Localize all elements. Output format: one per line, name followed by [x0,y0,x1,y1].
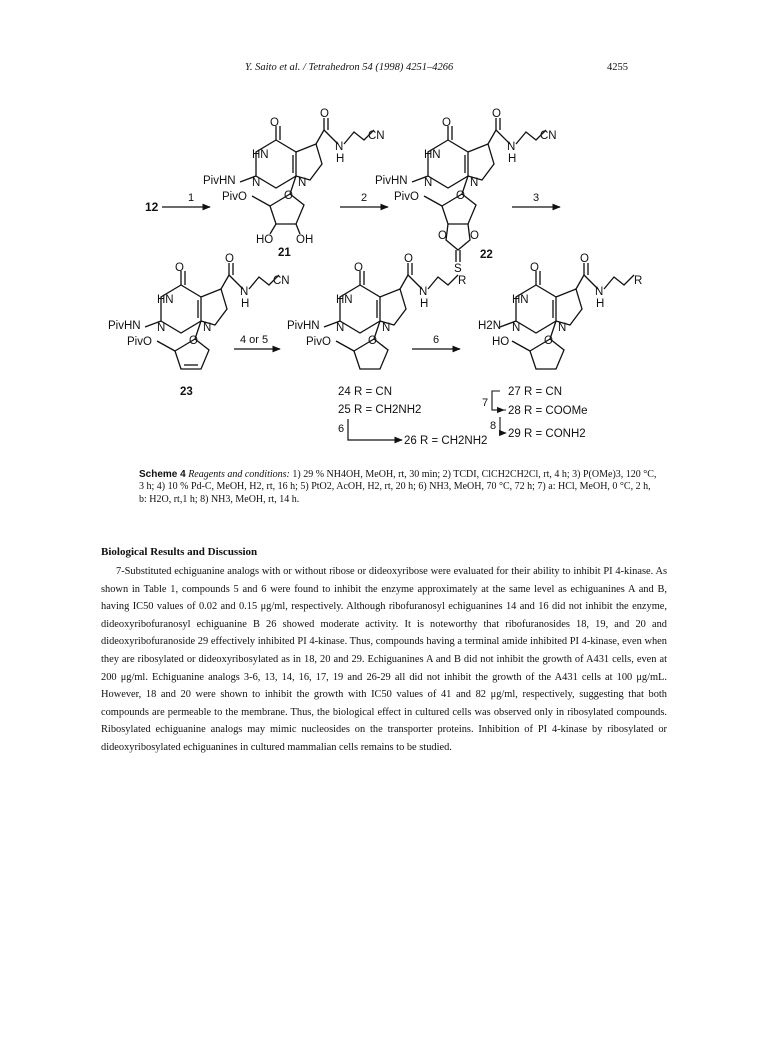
scheme-conditions-label: Reagents and conditions: [188,469,290,480]
atom-label: O [284,190,293,202]
atom-label: N [419,286,428,298]
atom-label: CN [368,130,385,142]
atom-label: O [544,335,553,347]
reaction-arrow-6b [348,419,402,440]
atom-label: N [298,177,307,189]
atom-label: PivO [306,336,331,348]
atom-label: O [189,335,198,347]
atom-label: H [420,298,429,310]
atom-label: H [508,153,517,165]
compound-label-24: 24 R = CN [338,386,393,398]
atom-label: O [354,262,363,274]
atom-label: N [424,177,433,189]
compound-number-23: 23 [180,386,193,398]
scheme-conditions-text: 1) 29 % NH4OH, MeOH, rt, 30 min; 2) TCDI, ClCH2CH2Cl, rt, 4 h; 3) P(OMe)3, 120 °C, 3 h; 4) 10 % Pd-C, MeOH, H2, rt, 16 h; 5) PtO2, AcOH, H2, rt, 20 h; 6) NH3, MeOH, 70 °C, 72 h; 7) a: HCl, MeOH, 0 °C, 2 h, b: H2O, rt,1 h; 8) NH3, MeOH, rt, 14 h. [139,469,657,505]
atom-label: PivO [394,191,419,203]
atom-label: HO [256,234,274,246]
atom-label: H [596,298,605,310]
atom-label: O [470,230,479,242]
step-label-3: 3 [533,192,540,204]
page-number: 4255 [607,62,628,73]
compound-number-12: 12 [145,200,159,214]
atom-label: PivHN [203,175,236,187]
atom-label: O [270,117,279,129]
atom-label: R [634,275,643,287]
atom-label: PivHN [108,320,141,332]
structure-22-labels [375,108,557,275]
atom-label: HN [157,294,174,306]
atom-label: N [240,286,249,298]
compound-label-27: 27 R = CN [508,386,563,398]
structure-21 [240,118,374,234]
step-label-4-or-5: 4 or 5 [240,334,269,346]
atom-label: CN [540,130,557,142]
reaction-arrow-8 [500,417,506,433]
step-label-7: 7 [482,397,489,409]
atom-label: O [492,108,501,120]
atom-label: CN [273,275,290,287]
atom-label: N [335,141,344,153]
section-heading: Biological Results and Discussion [101,546,258,558]
atom-label: H [336,153,345,165]
atom-label: N [512,322,521,334]
atom-label: H2N [478,320,502,332]
atom-label: H [241,298,250,310]
scheme-caption [139,469,659,506]
atom-label: N [157,322,166,334]
atom-label: HN [336,294,353,306]
atom-label: R [458,275,467,287]
bracket-27 [492,391,506,410]
atom-label: O [580,253,589,265]
atom-label: OH [296,234,314,246]
scheme-caption-label: Scheme 4 [139,469,186,480]
compound-label-25: 25 R = CH2NH2 [338,404,422,416]
atom-label: N [595,286,604,298]
structure-22 [412,118,546,262]
atom-label: O [225,253,234,265]
atom-label: HO [492,336,510,348]
structure-27-29 [500,263,634,369]
atom-label: PivHN [375,175,408,187]
step-label-6b: 6 [338,423,345,435]
atom-label: S [454,263,462,275]
compound-label-29: 29 R = CONH2 [508,428,586,440]
atom-label: O [456,190,465,202]
atom-label: HN [512,294,529,306]
compound-number-22: 22 [480,249,493,261]
atom-label: PivO [127,336,152,348]
atom-label: N [470,177,479,189]
journal-reference: Y. Saito et al. / Tetrahedron 54 (1998) 4251–4266 [245,62,454,73]
atom-label: O [530,262,539,274]
step-label-1: 1 [188,192,195,204]
structure-27-29-labels [478,253,642,348]
atom-label: O [438,230,447,242]
atom-label: HN [424,149,441,161]
atom-label: O [175,262,184,274]
atom-label: N [336,322,345,334]
atom-label: PivO [222,191,247,203]
step-label-6: 6 [433,334,440,346]
compound-number-21: 21 [278,247,291,259]
atom-label: PivHN [287,320,320,332]
compound-label-26: 26 R = CH2NH2 [404,435,488,447]
atom-label: N [252,177,261,189]
structure-23-labels [108,253,290,398]
body-paragraph: 7-Substituted echiguanine analogs with or without ribose or dideoxyribose were evaluated for their ability to inhibit PI 4-kinase. As shown in Table 1, compounds 5 and 6 were found to inhibit the enzyme approximately at the same level as echiguanines A and B, having IC50 values of 0.02 and 0.15 μg/ml, respectively. Although ribofuranosyl echiguanines 14 and 16 did not inhibit the enzyme, dideoxyribofuranosyl echiguanine B 26 showed moderate activity. It is noteworthy that ribofuranosides 18, 19, and 20 and dideoxyribofuranoside 29 effectively inhibited PI 4-kinase. Thus, compounds having a terminal amide inhibited PI 4-kinase, even when they are ribosylated or dideoxyribosylated as in 18, 20 and 29. Echiguanines A and B did not inhibit the growth of A431 cells, even at 200 μg/ml. Echiguanine analogs 3-6, 13, 14, 16, 17, 19 and 26-29 all did not inhibit the growth of the A431 cells at 100 μg/mL. However, 18 and 20 were shown to inhibit the growth with IC50 values of 41 and 82 μg/ml, respectively, suggesting that both compounds are permeable to the membrane. Thus, the biological effect in cultured cells was observed only in ribosylated compounds. Ribosylated echiguanine analogs may mimic nucleosides on the transporter proteins. Inhibition of PI 4-kinase by ribosylated or dideoxyribosylated echiguanines in cultured mammalian cells remains to be studied. [101,566,667,753]
atom-label: N [203,322,212,334]
structure-24-25 [324,263,458,369]
step-label-2: 2 [361,192,368,204]
atom-label: HN [252,149,269,161]
atom-label: O [442,117,451,129]
atom-label: N [507,141,516,153]
structure-23 [145,263,279,369]
compound-label-28: 28 R = COOMe [508,405,588,417]
atom-label: N [558,322,567,334]
atom-label: O [320,108,329,120]
atom-label: O [404,253,413,265]
atom-label: O [368,335,377,347]
step-label-8: 8 [490,420,497,432]
atom-label: N [382,322,391,334]
reaction-scheme [0,0,768,470]
